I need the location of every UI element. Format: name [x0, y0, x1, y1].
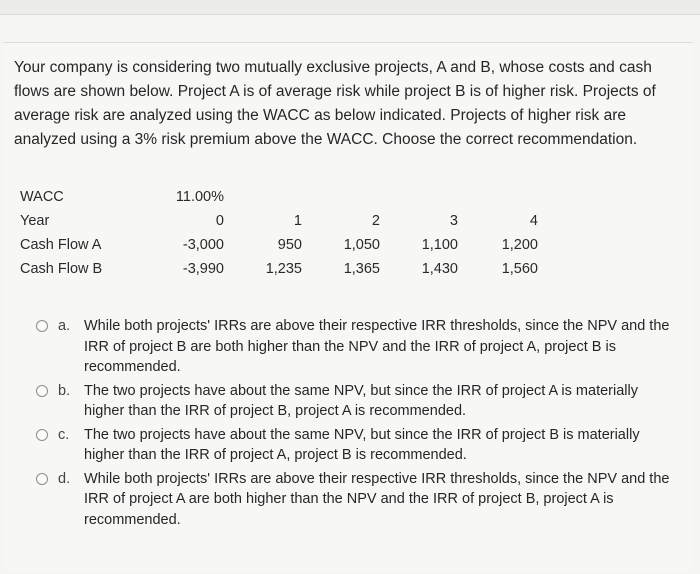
answer-options [36, 316, 676, 533]
cash-flow-b-cell: 1,365 [343, 261, 380, 277]
question-prompt [14, 56, 684, 152]
table-row-cash-flow-a [20, 233, 538, 257]
option-c[interactable] [36, 425, 676, 466]
radio-button-d[interactable] [36, 473, 48, 485]
top-divider [0, 0, 700, 15]
cash-flow-b-cell: 1,430 [421, 261, 458, 277]
cash-flow-a-cell: 1,050 [343, 237, 380, 253]
option-text: While both projects' IRRs are above their respective IRR thresholds, since the NPV and the IRR of project A are both higher than the NPV and the IRR of project B, project A is recommended. [84, 470, 670, 528]
cash-flow-b-label: Cash Flow B [20, 261, 103, 277]
option-a[interactable] [36, 316, 676, 378]
table-row-year [20, 209, 538, 233]
option-b[interactable] [36, 381, 676, 422]
cash-flow-b-cell: 1,235 [265, 261, 302, 277]
radio-button-c[interactable] [36, 429, 48, 441]
cash-flow-a-cell: -3,000 [182, 237, 224, 253]
option-text: The two projects have about the same NPV, but since the IRR of project A is materially higher than the IRR of project B, project A is recommended. [84, 382, 638, 419]
year-cell: 2 [371, 213, 380, 229]
option-letter: c. [58, 426, 70, 443]
option-d[interactable] [36, 469, 676, 531]
radio-button-b[interactable] [36, 385, 48, 397]
option-letter: d. [58, 470, 71, 487]
wacc-label: WACC [20, 189, 64, 205]
option-letter: a. [58, 318, 71, 334]
cash-flow-a-label: Cash Flow A [20, 237, 102, 253]
cash-flow-b-cell: -3,990 [182, 261, 224, 277]
cash-flow-a-cell: 950 [277, 237, 302, 253]
year-cell: 0 [215, 213, 224, 229]
year-cell: 3 [449, 213, 458, 229]
table-row-wacc [20, 185, 538, 209]
year-cell: 4 [529, 213, 538, 229]
cash-flow-a-cell: 1,200 [501, 237, 538, 253]
cash-flow-b-cell: 1,560 [501, 261, 538, 277]
cash-flow-table [20, 185, 538, 281]
option-letter: b. [58, 382, 71, 399]
year-label: Year [20, 213, 50, 229]
radio-button-a[interactable] [36, 320, 48, 332]
option-text: The two projects have about the same NPV, but since the IRR of project B is materially higher than the IRR of project A, project B is recommended. [84, 426, 640, 463]
question-text: Your company is considering two mutually exclusive projects, A and B, whose costs and cash flows are shown below. Project A is of average risk while project B is of higher risk. Projects of average risk are analyzed using the WACC as below indicated. Projects of higher risk are analyzed using a 3% risk premium above the WACC. Choose the correct recommendation. [14, 59, 656, 148]
cash-flow-a-cell: 1,100 [421, 237, 458, 253]
year-cell: 1 [293, 213, 302, 229]
table-row-cash-flow-b [20, 257, 538, 281]
option-text: While both projects' IRRs are above their respective IRR thresholds, since the NPV and the IRR of project B are both higher than the NPV and the IRR of project A, project B is recommended. [84, 318, 670, 375]
wacc-value: 11.00% [175, 189, 224, 205]
